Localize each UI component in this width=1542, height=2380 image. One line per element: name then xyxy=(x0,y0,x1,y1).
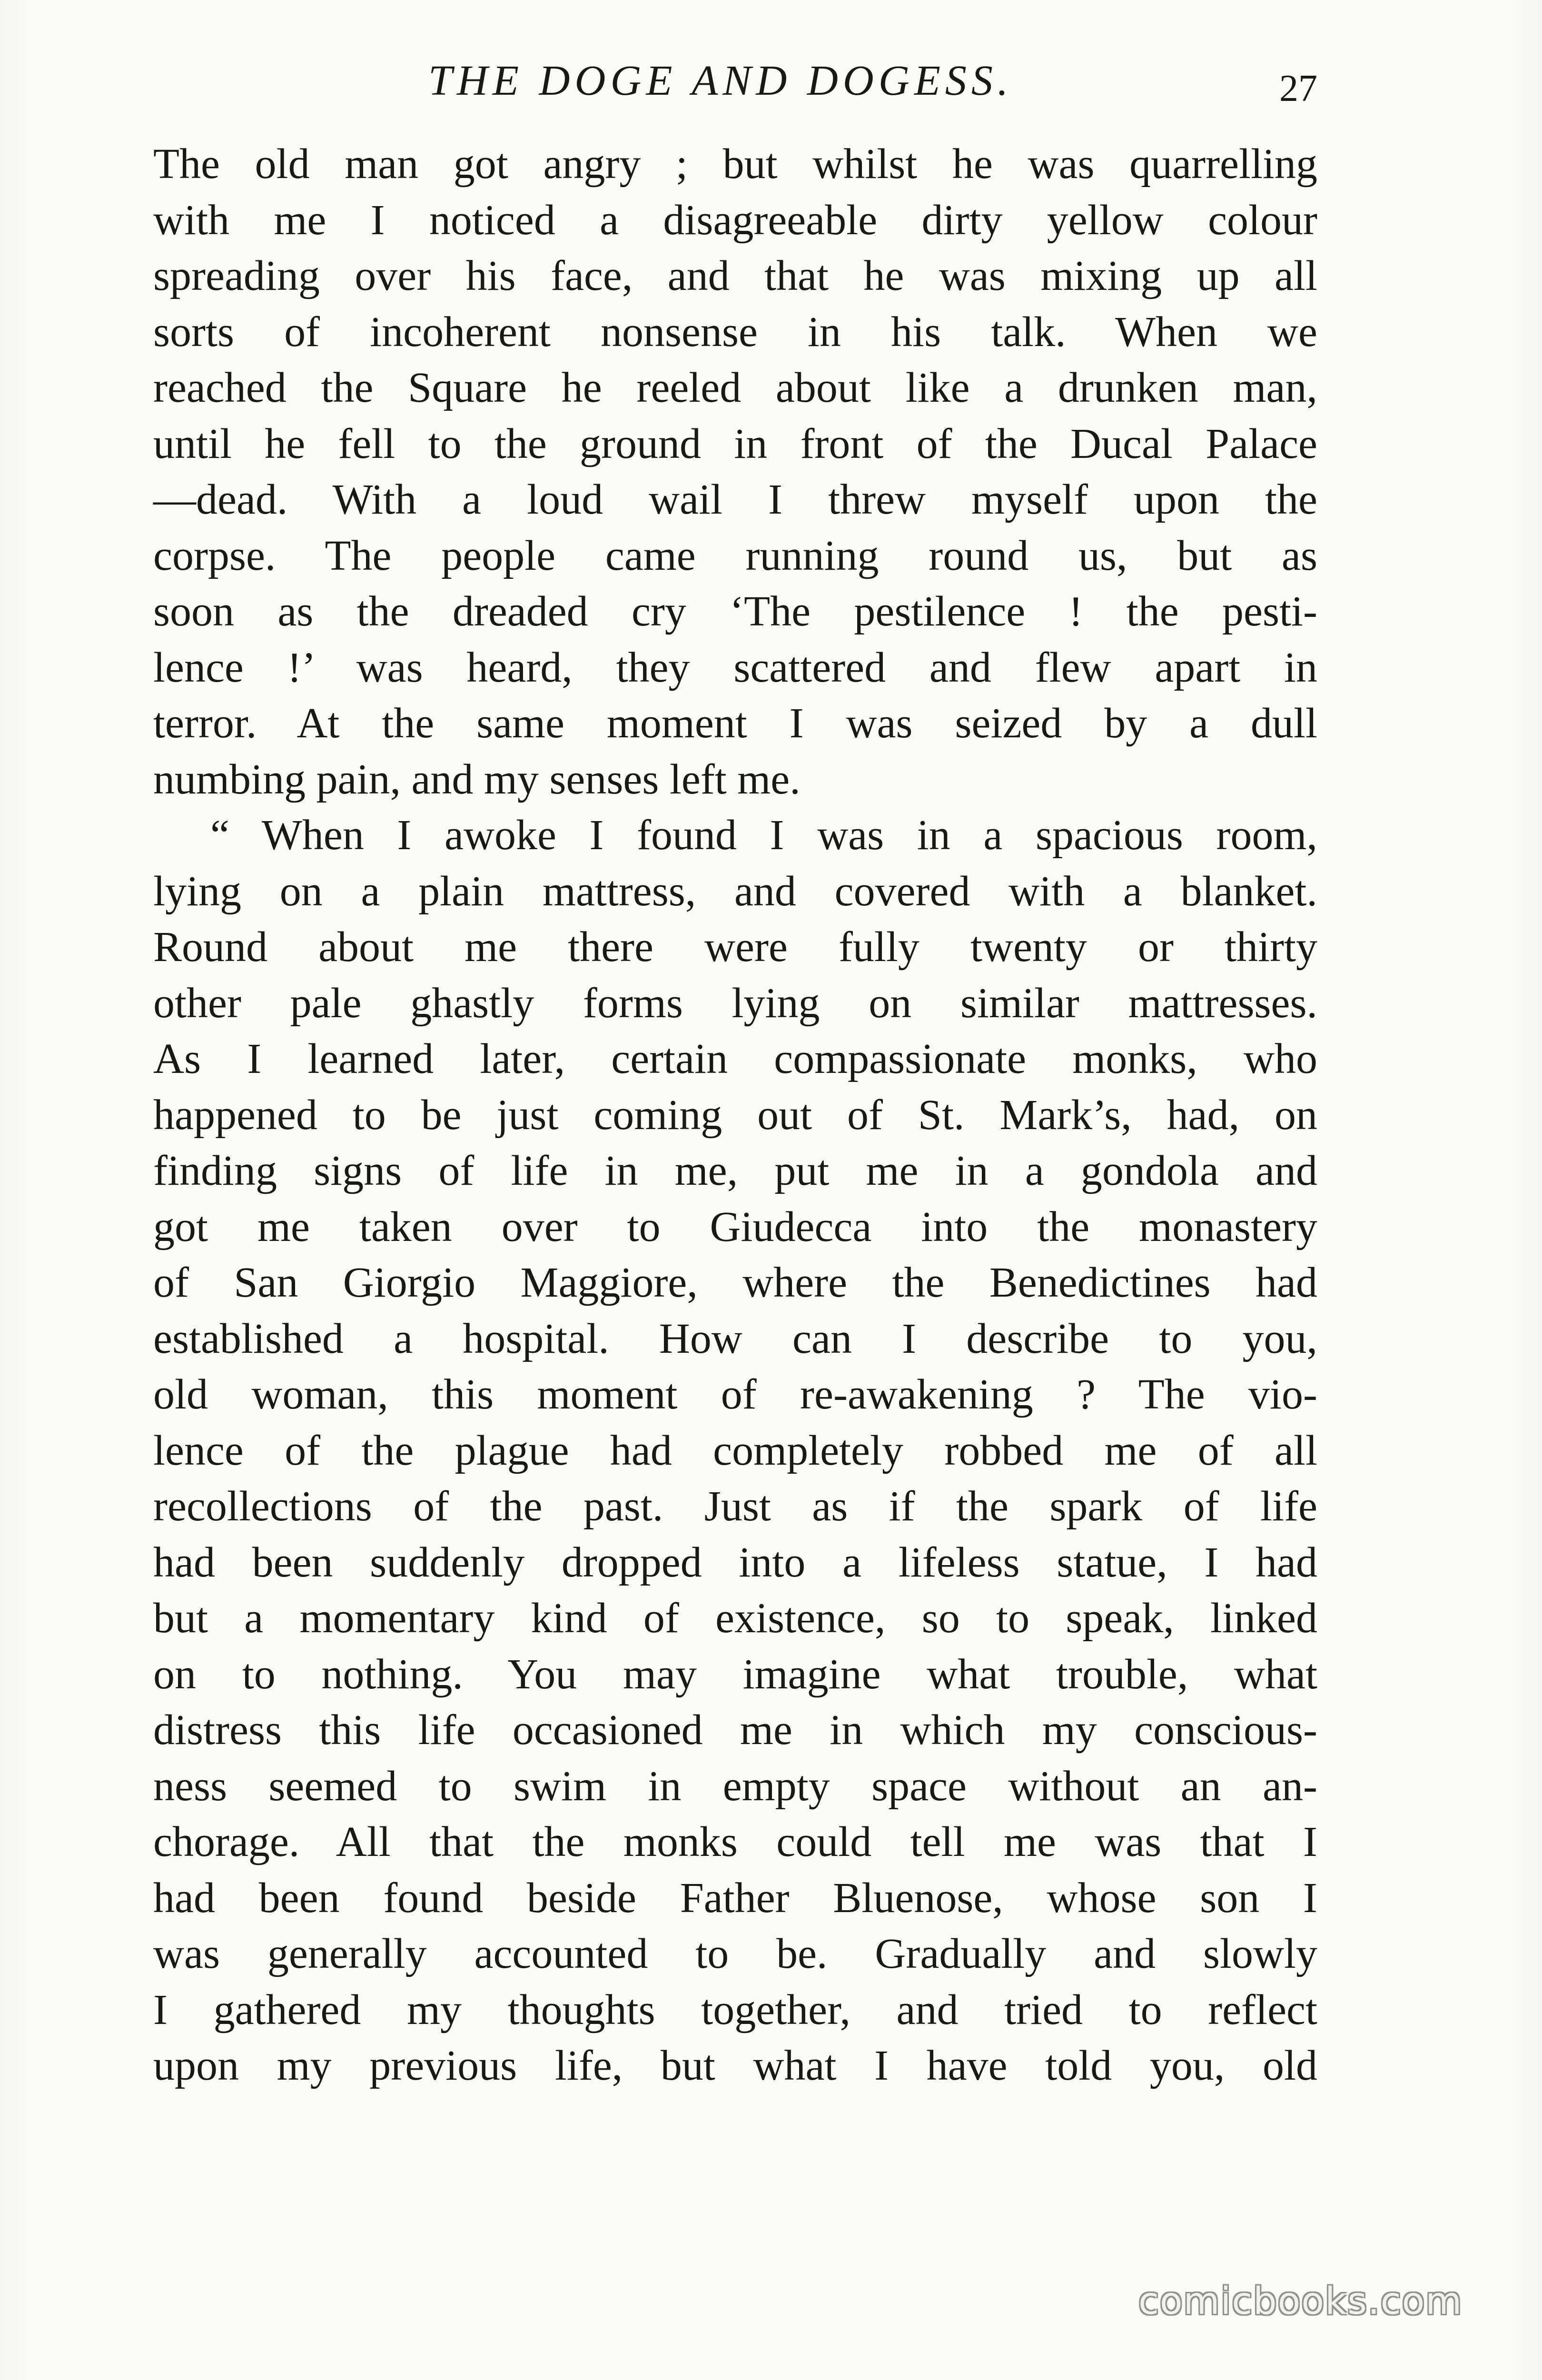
text-line: upon my previous life, but what I have told you, old xyxy=(153,2042,1317,2089)
text-line: was generally accounted to be. Gradually and slowly xyxy=(153,1930,1317,1977)
text-line: spreading over his face, and that he was mixing up all xyxy=(153,252,1317,299)
paragraph-last-line: numbing pain, and my senses left me. xyxy=(153,755,801,803)
page-header xyxy=(0,46,1542,108)
text-line: had been suddenly dropped into a lifeless statue, I had xyxy=(153,1538,1317,1586)
text-line: —dead. With a loud wail I threw myself upon the xyxy=(153,476,1317,523)
paragraph-first-line: “ When I awoke I found I was in a spacious room, xyxy=(210,812,1317,859)
text-line: old woman, this moment of re-awakening ? The vio- xyxy=(153,1371,1317,1418)
text-line: finding signs of life in me, put me in a gondola and xyxy=(153,1147,1317,1194)
running-head: THE DOGE AND DOGESS. xyxy=(428,57,1013,104)
text-line: distress this life occasioned me in which my conscious- xyxy=(153,1706,1317,1754)
text-line: sorts of incoherent nonsense in his talk. When we xyxy=(153,308,1317,356)
text-line: chorage. All that the monks could tell me was that I xyxy=(153,1818,1317,1865)
text-line: got me taken over to Giudecca into the monastery xyxy=(153,1203,1317,1250)
text-line: lence !’ was heard, they scattered and flew apart in xyxy=(153,644,1317,691)
text-line: lence of the plague had completely robbed me of all xyxy=(153,1427,1317,1474)
text-line: Round about me there were fully twenty or thirty xyxy=(153,923,1317,971)
text-line: ness seemed to swim in empty space without an an- xyxy=(153,1762,1317,1810)
text-line: happened to be just coming out of St. Mark’s, had, on xyxy=(153,1091,1317,1139)
text-line: soon as the dreaded cry ‘The pestilence ! the pesti- xyxy=(153,588,1317,635)
text-line: reached the Square he reeled about like a drunken man, xyxy=(153,364,1317,411)
watermark: comicbooks.com xyxy=(1138,2280,1463,2323)
text-line: with me I noticed a disagreeable dirty yellow colour xyxy=(153,196,1317,244)
text-line: As I learned later, certain compassionate monks, who xyxy=(153,1035,1317,1082)
page-number: 27 xyxy=(1279,68,1317,109)
text-line: but a momentary kind of existence, so to speak, linked xyxy=(153,1595,1317,1642)
text-line: recollections of the past. Just as if the spark of life xyxy=(153,1483,1317,1530)
text-line: established a hospital. How can I describe to you, xyxy=(153,1315,1317,1362)
text-line: lying on a plain mattress, and covered with a blanket. xyxy=(153,867,1317,915)
text-line: on to nothing. You may imagine what trouble, what xyxy=(153,1650,1317,1698)
text-line: terror. At the same moment I was seized by a dull xyxy=(153,700,1317,747)
body-text xyxy=(153,136,1317,2094)
text-line: I gathered my thoughts together, and tried to reflect xyxy=(153,1986,1317,2033)
text-line: corpse. The people came running round us, but as xyxy=(153,532,1317,579)
text-line: The old man got angry ; but whilst he was quarrelling xyxy=(153,140,1317,188)
text-line: until he fell to the ground in front of the Ducal Palace xyxy=(153,420,1317,467)
text-line: had been found beside Father Bluenose, whose son I xyxy=(153,1874,1317,1922)
text-line: of San Giorgio Maggiore, where the Benedictines had xyxy=(153,1259,1317,1306)
text-line: other pale ghastly forms lying on similar mattresses. xyxy=(153,979,1317,1027)
